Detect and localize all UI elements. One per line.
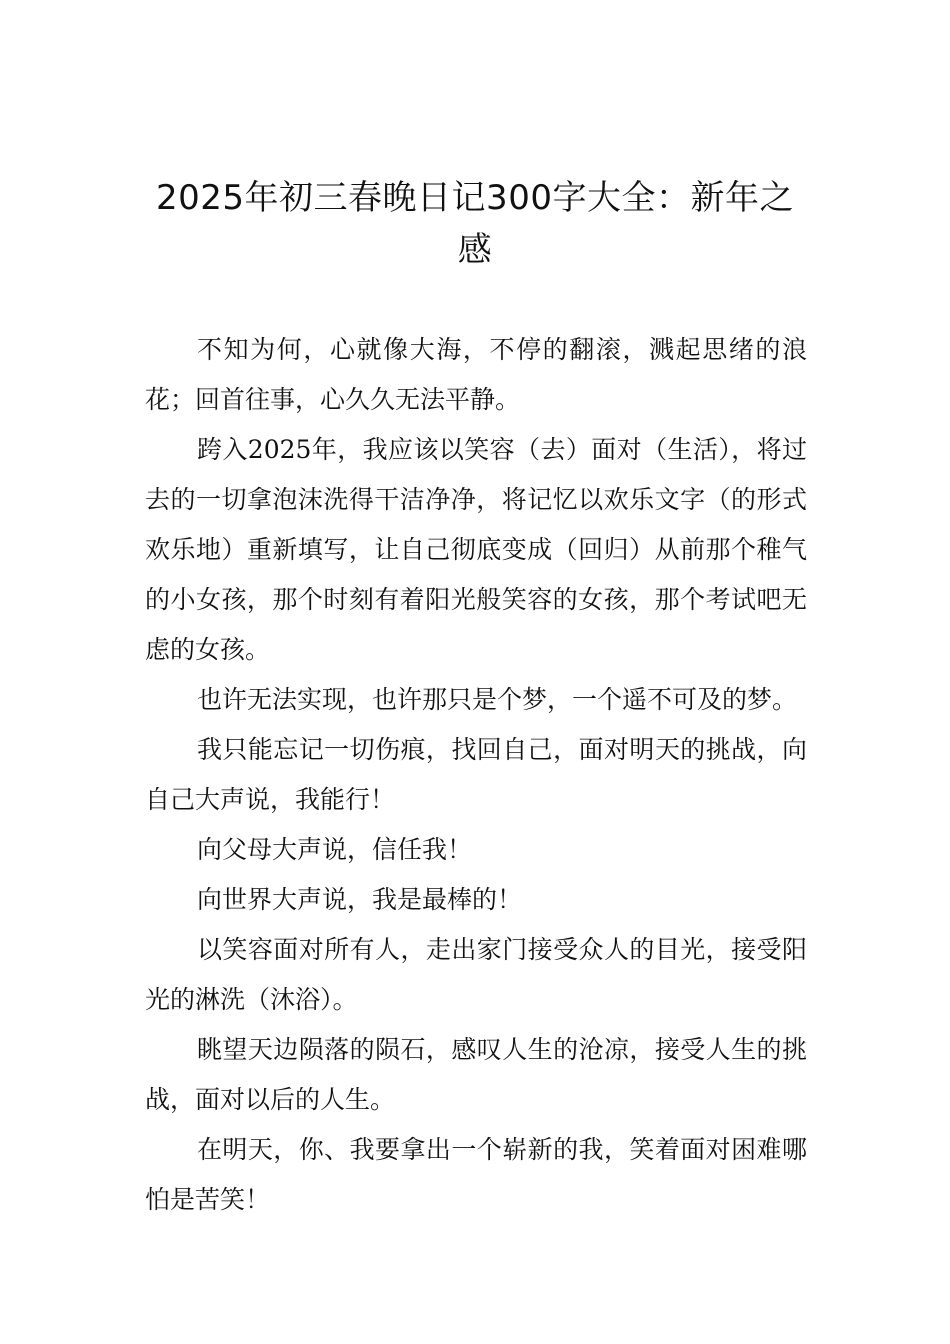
paragraph: 跨入2025年，我应该以笑容（去）面对（生活），将过去的一切拿泡沫洗得干洁净净，将记忆以欢乐文字（的形式欢乐地）重新填写，让自己彻底变成（回归）从前那个稚气的小女孩，那个时刻有着阳光般笑容的女孩，那个考试吧无虑的女孩。 [145, 435, 807, 664]
document-title: 2025年初三春晚日记300字大全：新年之感 [156, 178, 794, 270]
paragraph: 也许无法实现，也许那只是个梦，一个遥不可及的梦。 [197, 685, 798, 714]
paragraph: 向父母大声说，信任我！ [197, 835, 473, 864]
paragraph: 不知为何，心就像大海，不停的翻滚，溅起思绪的浪花；回首往事，心久久无法平静。 [145, 335, 807, 414]
paragraph: 向世界大声说，我是最棒的！ [197, 885, 523, 914]
paragraph: 我只能忘记一切伤痕，找回自己，面对明天的挑战，向自己大声说，我能行！ [145, 735, 807, 814]
document-body [145, 325, 807, 1225]
paragraph: 以笑容面对所有人，走出家门接受众人的目光，接受阳光的淋洗（沐浴）。 [145, 935, 807, 1014]
paragraph: 眺望天边陨落的陨石，感叹人生的沧凉，接受人生的挑战，面对以后的人生。 [145, 1035, 807, 1114]
paragraph: 在明天，你、我要拿出一个崭新的我，笑着面对困难哪怕是苦笑！ [145, 1135, 807, 1214]
